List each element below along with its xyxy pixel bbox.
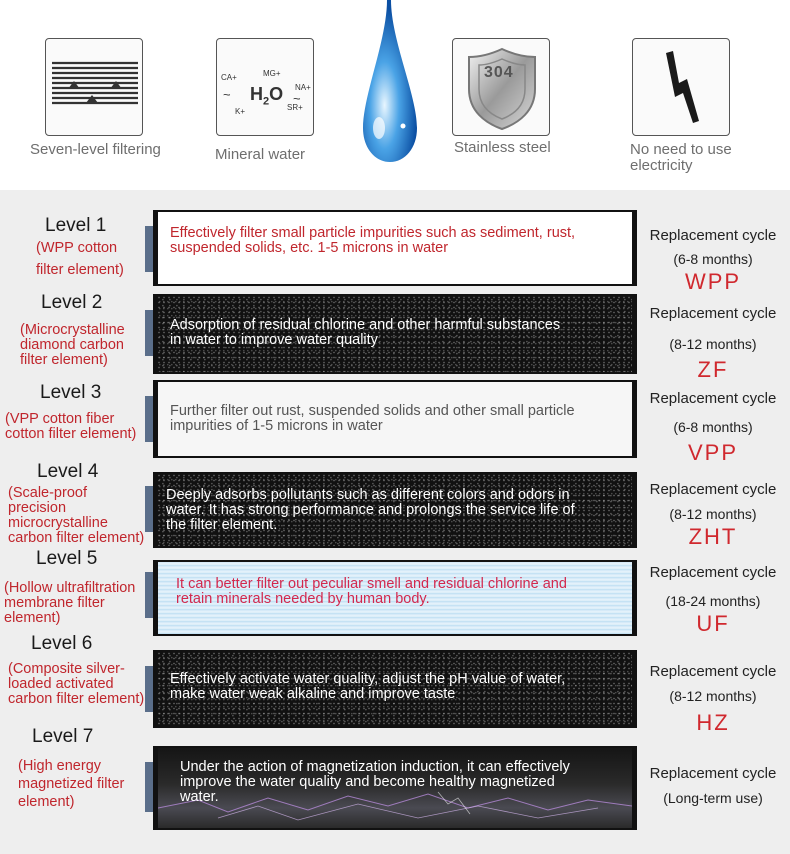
no-electricity-icon xyxy=(632,38,730,136)
level-desc: (High energy magnetized filter element) xyxy=(18,758,125,810)
replacement-cycle: Replacement cycle (6-8 months) VPP xyxy=(643,390,783,466)
ion-ca: CA+ xyxy=(221,73,237,82)
filter-panel xyxy=(153,650,637,728)
panel-text: Adsorption of residual chlorine and other harmful substances in water to improve water quality xyxy=(170,317,561,348)
panel-text: Deeply adsorbs pollutants such as different colors and odors in water. It has strong performance and prolongs the service life of the filter element. xyxy=(166,487,575,533)
filter-levels-section xyxy=(0,190,790,854)
level-title: Level 7 xyxy=(32,726,94,747)
filter-tab xyxy=(145,762,153,812)
level-title: Level 2 xyxy=(41,292,103,313)
filter-panel xyxy=(153,746,637,830)
feature-label-mineral: Mineral water xyxy=(215,146,306,163)
shield-304-icon xyxy=(452,38,550,136)
filter-tab xyxy=(145,226,153,272)
replacement-cycle: Replacement cycle (6-8 months) WPP xyxy=(643,227,783,295)
filter-code: ZHT xyxy=(688,524,738,549)
level-desc: (VPP cotton fiber cotton filter element) xyxy=(5,411,137,442)
replacement-cycle: Replacement cycle (8-12 months) ZHT xyxy=(643,481,783,550)
h2o-icon xyxy=(216,38,314,136)
filter-tab xyxy=(145,396,153,442)
filter-tab xyxy=(145,486,153,532)
level-desc: (Composite silver- loaded activated carbon filter element) xyxy=(8,661,145,707)
ion-k: K+ xyxy=(235,107,246,116)
panel-text: Under the action of magnetization induction, it can effectively improve the water quality and become healthy magnetized water. xyxy=(180,759,570,805)
filter-panel xyxy=(153,472,637,548)
panel-text: Further filter out rust, suspended solids and other small particle impurities of 1-5 microns in water xyxy=(170,403,575,434)
level-title: Level 6 xyxy=(31,633,93,654)
feature-label-stainless: Stainless steel xyxy=(454,139,551,156)
ion-na: NA+ xyxy=(295,83,311,92)
filter-code: VPP xyxy=(687,440,739,465)
replacement-cycle: Replacement cycle (8-12 months) ZF xyxy=(643,305,783,383)
level-title: Level 3 xyxy=(40,382,102,403)
filter-panel xyxy=(153,210,637,286)
wave-left-icon: ~ xyxy=(223,87,231,102)
filter-code: UF xyxy=(696,611,730,636)
level-title: Level 1 xyxy=(45,215,107,236)
filter-tab xyxy=(145,310,153,356)
water-drop-icon xyxy=(355,0,425,170)
ion-mg: MG+ xyxy=(263,69,281,78)
feature-label-no-electricity: No need to use electricity xyxy=(630,141,732,174)
level-title: Level 4 xyxy=(37,461,99,482)
level-desc: (WPP cotton filter element) xyxy=(36,240,124,278)
panel-text: Effectively activate water quality, adjust the pH value of water, make water weak alkaline and improve taste xyxy=(170,671,566,702)
panel-text: Effectively filter small particle impurities such as sediment, rust, suspended solids, etc. 1-5 microns in water xyxy=(170,225,576,256)
filter-panel xyxy=(153,560,637,636)
badge-304: 304 xyxy=(484,64,514,81)
filter-tab xyxy=(145,666,153,712)
wave-right-icon: ~ xyxy=(293,91,301,106)
filter-panel xyxy=(153,380,637,458)
replacement-cycle: Replacement cycle (18-24 months) UF xyxy=(643,564,783,637)
panel-text: It can better filter out peculiar smell and residual chlorine and retain minerals needed by human body. xyxy=(176,576,567,607)
level-desc: (Microcrystalline diamond carbon filter element) xyxy=(20,322,125,368)
feature-label-seven-level: Seven-level filtering xyxy=(30,141,161,158)
filter-tab xyxy=(145,572,153,618)
level-title: Level 5 xyxy=(36,548,98,569)
filter-code: ZF xyxy=(697,357,729,382)
ion-sr: SR+ xyxy=(287,103,303,112)
feature-strip xyxy=(0,0,790,190)
filter-layers-icon xyxy=(45,38,143,136)
level-desc: (Scale-proof precision microcrystalline carbon filter element) xyxy=(8,485,145,546)
replacement-cycle: Replacement cycle (8-12 months) HZ xyxy=(643,663,783,736)
filter-code: HZ xyxy=(696,710,730,735)
filter-code: WPP xyxy=(684,269,742,294)
level-desc: (Hollow ultrafiltration membrane filter element) xyxy=(4,580,136,626)
replacement-cycle: Replacement cycle (Long-term use) xyxy=(649,765,777,806)
h2o-formula: $H_2O$ xyxy=(250,84,284,108)
filter-panel xyxy=(153,294,637,374)
